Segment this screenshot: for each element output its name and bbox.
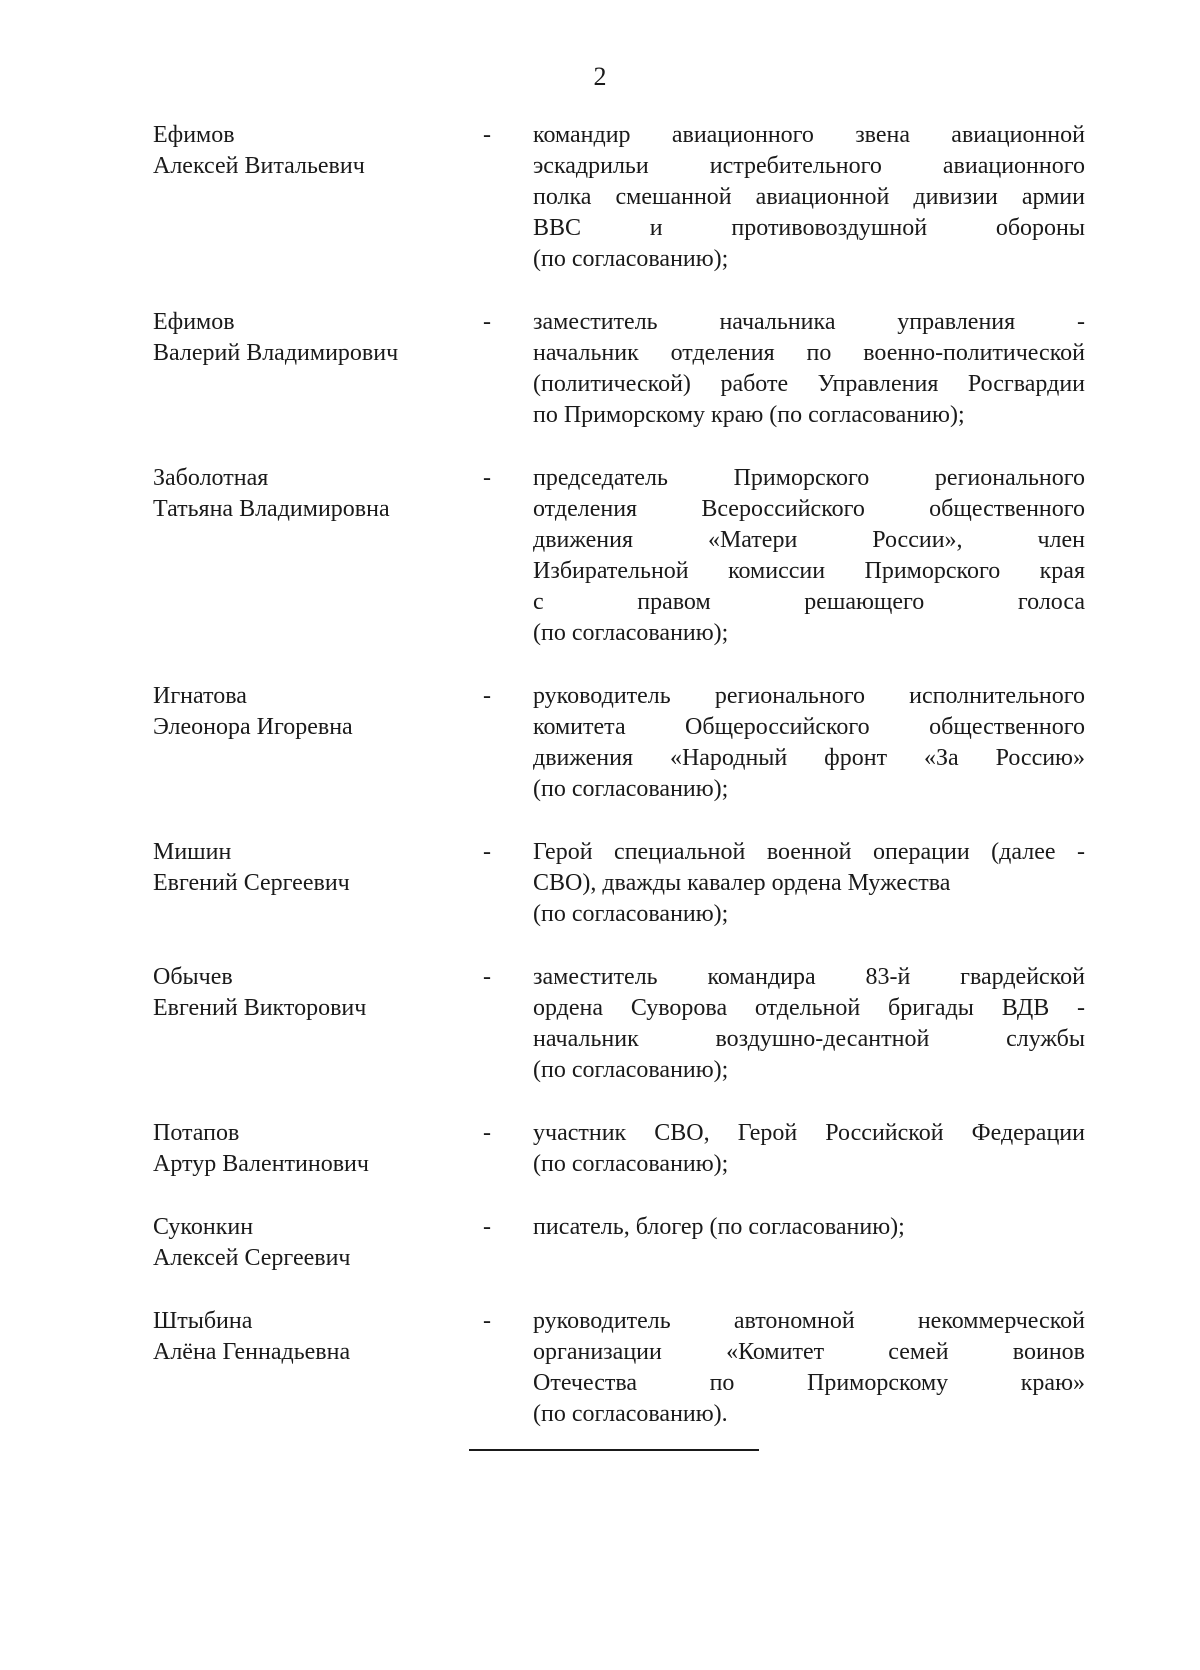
member-position <box>533 1118 1085 1180</box>
member-surname: Потапов <box>153 1120 240 1146</box>
member-given-names: Алексей Сергеевич <box>153 1245 351 1271</box>
position-line: комитета Общероссийского общественного <box>533 714 1085 740</box>
member-surname: Заболотная <box>153 465 269 491</box>
member-entry <box>153 962 1085 1086</box>
member-given-names: Алексей Витальевич <box>153 153 365 179</box>
member-name <box>153 307 483 369</box>
position-line: с правом решающего голоса <box>533 589 1085 615</box>
separator-dash: - <box>483 964 491 990</box>
member-name <box>153 1306 483 1368</box>
member-given-names: Валерий Владимирович <box>153 340 399 366</box>
position-line: писатель, блогер (по согласованию); <box>533 1214 905 1240</box>
page-number: 2 <box>593 62 607 91</box>
position-line: председатель Приморского регионального <box>533 465 1085 491</box>
position-line: (по согласованию); <box>533 1151 729 1177</box>
position-line: (по согласованию); <box>533 246 729 272</box>
member-name <box>153 962 483 1024</box>
member-position <box>533 1212 1085 1243</box>
position-line: участник СВО, Герой Российской Федерации <box>533 1120 1085 1146</box>
member-position <box>533 837 1085 930</box>
member-name <box>153 1212 483 1274</box>
end-of-list-rule <box>469 1449 759 1451</box>
position-line: СВО), дважды кавалер ордена Мужества <box>533 870 951 896</box>
member-name <box>153 681 483 743</box>
position-line: движения «Народный фронт «За Россию» <box>533 745 1085 771</box>
member-surname: Ефимов <box>153 309 235 335</box>
member-entry <box>153 681 1085 805</box>
member-position <box>533 1306 1085 1430</box>
member-entry <box>153 120 1085 275</box>
position-line: движения «Матери России», член <box>533 527 1085 553</box>
position-line: (по согласованию); <box>533 901 729 927</box>
member-given-names: Евгений Сергеевич <box>153 870 350 896</box>
member-entry <box>153 1118 1085 1180</box>
position-line: (по согласованию); <box>533 1057 729 1083</box>
position-line: ВВС и противовоздушной обороны <box>533 215 1085 241</box>
position-line: Избирательной комиссии Приморского края <box>533 558 1085 584</box>
separator-dash: - <box>483 839 491 865</box>
member-entry <box>153 837 1085 930</box>
member-entry <box>153 463 1085 649</box>
member-surname: Суконкин <box>153 1214 254 1240</box>
member-entry <box>153 307 1085 431</box>
separator-dash: - <box>483 1120 491 1146</box>
member-surname: Штыбина <box>153 1308 253 1334</box>
member-name <box>153 463 483 525</box>
position-line: Герой специальной военной операции (далее - <box>533 839 1085 865</box>
member-position <box>533 463 1085 649</box>
position-line: заместитель начальника управления - <box>533 309 1085 335</box>
separator-dash: - <box>483 122 491 148</box>
separator-dash: - <box>483 465 491 491</box>
position-line: по Приморскому краю (по согласованию); <box>533 402 965 428</box>
member-surname: Мишин <box>153 839 232 865</box>
member-position <box>533 681 1085 805</box>
position-line: руководитель автономной некоммерческой <box>533 1308 1085 1334</box>
member-position <box>533 962 1085 1086</box>
position-line: (по согласованию). <box>533 1401 728 1427</box>
member-position <box>533 120 1085 275</box>
position-line: эскадрильи истребительного авиационного <box>533 153 1085 179</box>
member-given-names: Евгений Викторович <box>153 995 367 1021</box>
member-surname: Обычев <box>153 964 233 990</box>
member-given-names: Алёна Геннадьевна <box>153 1339 351 1365</box>
member-name <box>153 1118 483 1180</box>
separator-dash: - <box>483 1214 491 1240</box>
position-line: ордена Суворова отдельной бригады ВДВ - <box>533 995 1085 1021</box>
position-line: (по согласованию); <box>533 620 729 646</box>
separator-dash: - <box>483 1308 491 1334</box>
member-given-names: Артур Валентинович <box>153 1151 369 1177</box>
member-position <box>533 307 1085 431</box>
position-line: Отечества по Приморскому краю» <box>533 1370 1085 1396</box>
member-entry <box>153 1212 1085 1274</box>
position-line: (по согласованию); <box>533 776 729 802</box>
member-surname: Ефимов <box>153 122 235 148</box>
member-list <box>153 120 1085 1430</box>
position-line: начальник воздушно-десантной службы <box>533 1026 1085 1052</box>
position-line: заместитель командира 83-й гвардейской <box>533 964 1085 990</box>
member-given-names: Элеонора Игоревна <box>153 714 353 740</box>
position-line: начальник отделения по военно-политической <box>533 340 1085 366</box>
member-name <box>153 120 483 182</box>
position-line: командир авиационного звена авиационной <box>533 122 1085 148</box>
position-line: отделения Всероссийского общественного <box>533 496 1085 522</box>
separator-dash: - <box>483 309 491 335</box>
position-line: полка смешанной авиационной дивизии армии <box>533 184 1085 210</box>
member-name <box>153 837 483 899</box>
position-line: организации «Комитет семей воинов <box>533 1339 1085 1365</box>
member-surname: Игнатова <box>153 683 247 709</box>
member-entry <box>153 1306 1085 1430</box>
position-line: (политической) работе Управления Росгвардии <box>533 371 1085 397</box>
member-given-names: Татьяна Владимировна <box>153 496 390 522</box>
separator-dash: - <box>483 683 491 709</box>
position-line: руководитель регионального исполнительного <box>533 683 1085 709</box>
